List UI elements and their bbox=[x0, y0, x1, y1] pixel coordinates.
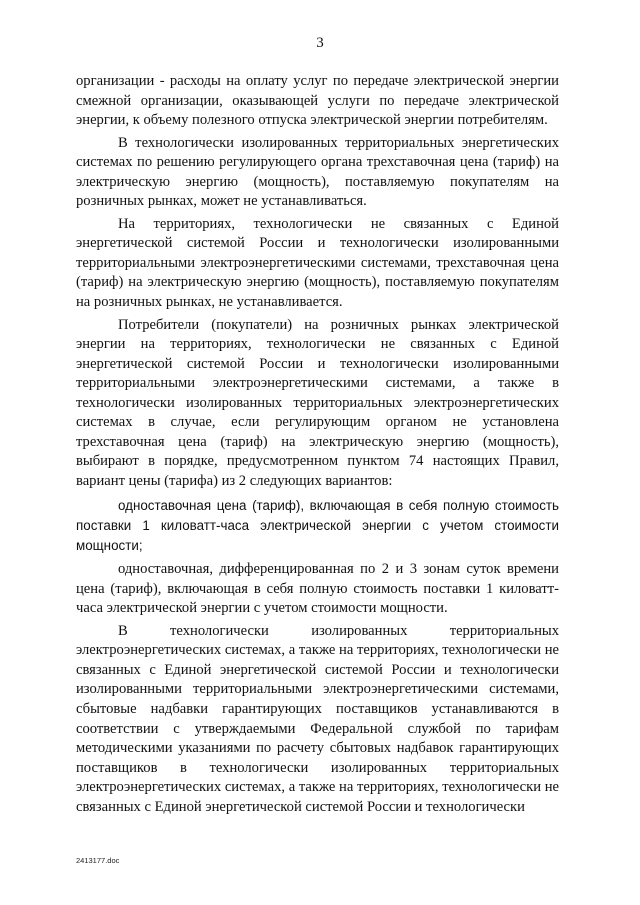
paragraph-option-single-rate: одноставочная цена (тариф), включающая в себя полную стоимость поставки 1 киловатт-часа электрической энергии с учетом стоимости мощности; bbox=[76, 498, 559, 553]
paragraph-continuation: организации - расходы на оплату услуг по передаче электрической энергии смежной организации, оказывающей услуги по передаче электрической энергии, к объему полезного отпуска электрической энергии потребителям. bbox=[76, 73, 559, 129]
paragraph-unconnected-territories: На территориях, технологически не связанных с Единой энергетической системой России и технологически изолированными территориальными электроэнергетическими системами, трехставочная цена (тариф) на электрическую энергию (мощность), поставляемую покупателям на розничных рынках, не устанавливается. bbox=[76, 215, 559, 311]
paragraph-sales-markups: В технологически изолированных территориальных электроэнергетических системах, а также на территориях, технологически не связанных с Единой энергетической системой России и технологически изолированными территориальными электроэнергетическими системами, сбытовые надбавки гарантирующих поставщиков устанавливаются в соответствии с утверждаемыми Федеральной службой по тарифам методическими указаниями по расчету сбытовых надбавок гарантирующих поставщиков в технологически изолированных территориальных электроэнергетических системах, а также на территориях, технологически не связанных с Единой энергетической системой России и технологически bbox=[76, 622, 559, 815]
document-filename: 2413177.doc bbox=[76, 856, 120, 865]
paragraph-isolated-systems: В технологически изолированных территориальных энергетических системах по решению регулирующего органа трехставочная цена (тариф) на электрическую энергию (мощность), поставляемую покупателям на розничных рынках, может не устанавливаться. bbox=[76, 134, 559, 210]
paragraph-consumers-choice: Потребители (покупатели) на розничных рынках электрической энергии на территориях, технологически не связанных с Единой энергетической системой России и технологически изолированными территориальными электроэнергетическими системами, а также в технологически изолированных территориальных электроэнергетических системах в случае, если регулирующим органом не установлена трехставочная цена (тариф) на электрическую энергию (мощность), выбирают в порядке, предусмотренном пунктом 74 настоящих Правил, вариант цены (тарифа) из 2 следующих вариантов: bbox=[76, 316, 559, 489]
paragraph-option-zonal-rate: одноставочная, дифференцированная по 2 и 3 зонам суток времени цена (тариф), включающая в себя полную стоимость поставки 1 киловатт-часа электрической энергии с учетом стоимости мощности. bbox=[76, 561, 559, 617]
page-number: 3 bbox=[316, 35, 324, 51]
document-body bbox=[76, 72, 559, 817]
